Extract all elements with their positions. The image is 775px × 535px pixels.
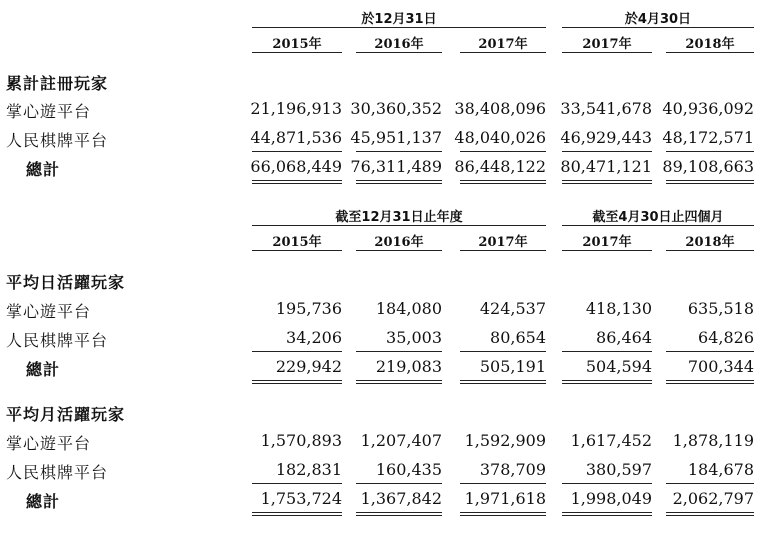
subtotal-line	[562, 351, 652, 352]
cell-value: 1,617,452	[570, 431, 652, 450]
total-value: 1,998,049	[570, 489, 652, 508]
cell-value: 635,518	[687, 299, 754, 318]
year-header: 2016年	[374, 235, 424, 250]
total-label: 總計	[26, 360, 61, 379]
header-group-line	[562, 225, 754, 226]
year-underline	[356, 250, 442, 251]
year-underline	[460, 52, 546, 53]
subtotal-line	[460, 351, 546, 352]
cell-value: 184,678	[687, 460, 754, 479]
subtotal-line	[356, 351, 442, 352]
year-header: 2015年	[272, 37, 322, 52]
total-value: 66,068,449	[250, 157, 342, 176]
total-double-line	[252, 380, 342, 384]
total-value: 505,191	[479, 357, 546, 376]
subtotal-line	[252, 151, 342, 152]
cell-value: 45,951,137	[350, 128, 442, 147]
total-label: 總計	[26, 160, 61, 179]
header-group-dec: 截至12月31日止年度	[335, 210, 463, 225]
row-label: 掌心遊平台	[6, 434, 92, 453]
row-label: 人民棋牌平台	[6, 463, 109, 482]
section-title: 累計註冊玩家	[6, 74, 109, 93]
cell-value: 1,592,909	[464, 431, 546, 450]
year-header: 2017年	[478, 235, 528, 250]
cell-value: 1,207,407	[360, 431, 442, 450]
header-group-line	[252, 27, 546, 28]
cell-value: 33,541,678	[560, 99, 652, 118]
cell-value: 424,537	[479, 299, 546, 318]
year-header: 2017年	[582, 235, 632, 250]
cell-value: 48,040,026	[454, 128, 546, 147]
header-group-dec: 於12月31日	[361, 12, 437, 27]
total-value: 2,062,797	[672, 489, 754, 508]
cell-value: 378,709	[479, 460, 546, 479]
total-double-line	[356, 180, 442, 184]
header-group-apr: 截至4月30日止四個月	[592, 210, 724, 225]
cell-value: 34,206	[286, 328, 342, 347]
year-underline	[666, 52, 754, 53]
total-double-line	[562, 512, 652, 516]
total-double-line	[460, 380, 546, 384]
row-label: 掌心遊平台	[6, 102, 92, 121]
total-value: 229,942	[275, 357, 342, 376]
total-double-line	[562, 180, 652, 184]
cell-value: 35,003	[386, 328, 442, 347]
total-value: 89,108,663	[662, 157, 754, 176]
subtotal-line	[562, 151, 652, 152]
cell-value: 160,435	[375, 460, 442, 479]
year-header: 2017年	[478, 37, 528, 52]
year-underline	[562, 52, 652, 53]
total-value: 1,367,842	[360, 489, 442, 508]
header-group-apr: 於4月30日	[624, 12, 692, 27]
total-double-line	[252, 512, 342, 516]
total-double-line	[562, 380, 652, 384]
cell-value: 48,172,571	[662, 128, 754, 147]
total-label: 總計	[26, 492, 61, 511]
subtotal-line	[562, 483, 652, 484]
year-header: 2017年	[582, 37, 632, 52]
cell-value: 86,464	[596, 328, 652, 347]
year-header: 2018年	[685, 235, 735, 250]
subtotal-line	[356, 151, 442, 152]
total-double-line	[460, 512, 546, 516]
subtotal-line	[460, 483, 546, 484]
cell-value: 184,080	[375, 299, 442, 318]
year-header: 2018年	[685, 37, 735, 52]
cell-value: 38,408,096	[454, 99, 546, 118]
total-value: 80,471,121	[560, 157, 652, 176]
section-title: 平均日活躍玩家	[6, 273, 126, 292]
header-group-line	[562, 27, 754, 28]
cell-value: 195,736	[275, 299, 342, 318]
cell-value: 64,826	[698, 328, 754, 347]
year-underline	[252, 250, 342, 251]
cell-value: 40,936,092	[662, 99, 754, 118]
total-double-line	[356, 380, 442, 384]
subtotal-line	[252, 351, 342, 352]
total-double-line	[666, 380, 754, 384]
total-value: 1,753,724	[260, 489, 342, 508]
total-double-line	[356, 512, 442, 516]
cell-value: 46,929,443	[560, 128, 652, 147]
subtotal-line	[460, 151, 546, 152]
cell-value: 182,831	[275, 460, 342, 479]
total-double-line	[460, 180, 546, 184]
year-header: 2016年	[374, 37, 424, 52]
subtotal-line	[666, 351, 754, 352]
cell-value: 418,130	[585, 299, 652, 318]
total-double-line	[666, 180, 754, 184]
total-value: 86,448,122	[454, 157, 546, 176]
subtotal-line	[666, 483, 754, 484]
subtotal-line	[666, 151, 754, 152]
total-value: 700,344	[687, 357, 754, 376]
cell-value: 1,570,893	[260, 431, 342, 450]
subtotal-line	[356, 483, 442, 484]
year-underline	[666, 250, 754, 251]
subtotal-line	[252, 483, 342, 484]
row-label: 掌心遊平台	[6, 302, 92, 321]
header-group-line	[252, 225, 546, 226]
cell-value: 21,196,913	[250, 99, 342, 118]
cell-value: 80,654	[490, 328, 546, 347]
total-value: 1,971,618	[464, 489, 546, 508]
year-underline	[460, 250, 546, 251]
cell-value: 44,871,536	[250, 128, 342, 147]
cell-value: 1,878,119	[672, 431, 754, 450]
total-value: 76,311,489	[350, 157, 442, 176]
cell-value: 30,360,352	[350, 99, 442, 118]
year-underline	[562, 250, 652, 251]
row-label: 人民棋牌平台	[6, 331, 109, 350]
total-double-line	[252, 180, 342, 184]
total-value: 504,594	[585, 357, 652, 376]
section-title: 平均月活躍玩家	[6, 405, 126, 424]
year-header: 2015年	[272, 235, 322, 250]
year-underline	[252, 52, 342, 53]
total-double-line	[666, 512, 754, 516]
row-label: 人民棋牌平台	[6, 131, 109, 150]
total-value: 219,083	[375, 357, 442, 376]
cell-value: 380,597	[585, 460, 652, 479]
year-underline	[356, 52, 442, 53]
